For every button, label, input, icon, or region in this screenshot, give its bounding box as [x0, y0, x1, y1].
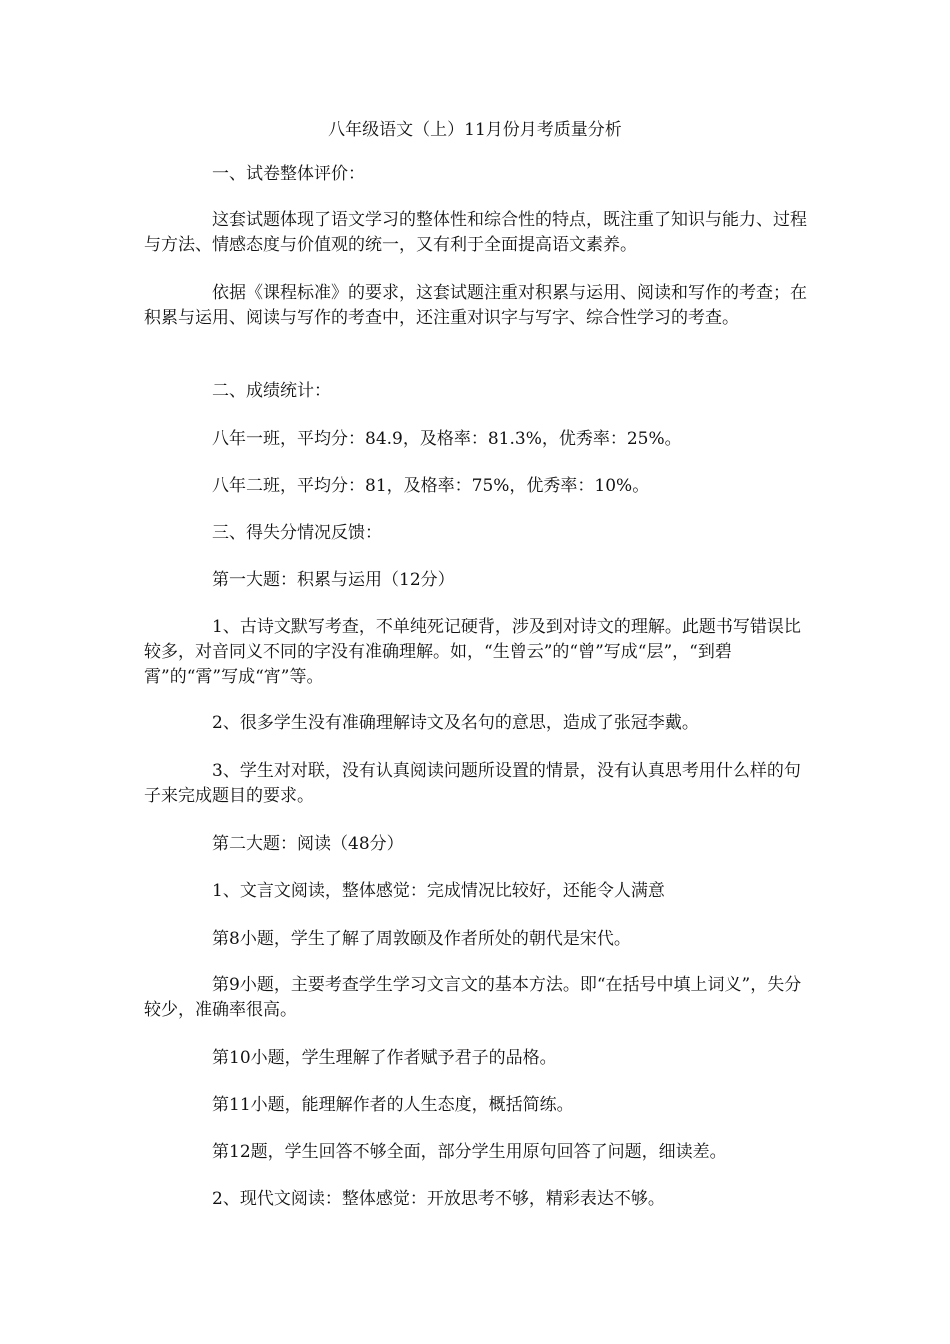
paragraph-overall-2: 依据《课程标准》的要求，这套试题注重对积累与运用、阅读和写作的考查；在积累与运用、阅读与写作的考查中，还注重对识字与写字、综合性学习的考查。 [144, 283, 807, 328]
score-class-1: 八年一班，平均分：84.9，及格率：81.3%，优秀率：25%。 [212, 429, 682, 449]
part-one-item-3: 3、学生对对联，没有认真阅读问题所设置的情景，没有认真思考用什么样的句子来完成题目的要求。 [144, 761, 801, 806]
question-9-note: 第9小题，主要考查学生学习文言文的基本方法。即“在括号中填上词义”，失分较少，准确率很高。 [144, 975, 802, 1020]
document-title: 八年级语文（上）11月份月考质量分析 [328, 120, 622, 140]
part-two-item-2: 2、现代文阅读：整体感觉：开放思考不够，精彩表达不够。 [212, 1189, 665, 1209]
question-12-note: 第12题，学生回答不够全面，部分学生用原句回答了问题，细读差。 [212, 1142, 727, 1162]
part-two-heading: 第二大题：阅读（48分） [212, 834, 404, 854]
section-heading-overall: 一、试卷整体评价： [212, 164, 365, 184]
section-heading-feedback: 三、得失分情况反馈： [212, 523, 382, 543]
paragraph-overall-1: 这套试题体现了语文学习的整体性和综合性的特点，既注重了知识与能力、过程与方法、情感态度与价值观的统一，又有利于全面提高语文素养。 [144, 210, 807, 255]
question-10-note: 第10小题，学生理解了作者赋予君子的品格。 [212, 1048, 557, 1068]
part-two-item-1: 1、文言文阅读，整体感觉：完成情况比较好，还能令人满意 [212, 881, 665, 901]
part-one-item-2: 2、很多学生没有准确理解诗文及名句的意思，造成了张冠李戴。 [212, 713, 699, 733]
score-class-2: 八年二班，平均分：81，及格率：75%，优秀率：10%。 [212, 476, 650, 496]
part-one-heading: 第一大题：积累与运用（12分） [212, 570, 455, 590]
section-heading-scores: 二、成绩统计： [212, 381, 331, 401]
question-11-note: 第11小题，能理解作者的人生态度，概括简练。 [212, 1095, 574, 1115]
question-8-note: 第8小题，学生了解了周敦颐及作者所处的朝代是宋代。 [212, 929, 631, 949]
part-one-item-1: 1、古诗文默写考查，不单纯死记硬背，涉及到对诗文的理解。此题书写错误比较多，对音同义不同的字没有准确理解。如，“生曾云”的“曾”写成“层”，“到碧霄”的“霄”写成“宵”等。 [144, 617, 801, 687]
